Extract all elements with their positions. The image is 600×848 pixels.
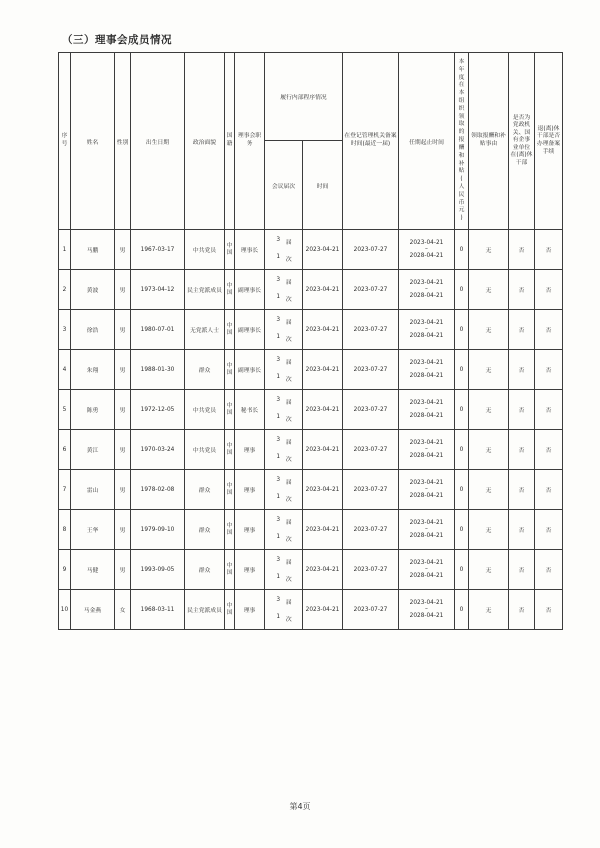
- session-part: 次: [285, 496, 292, 503]
- cell-nationality: [225, 590, 235, 630]
- cell-seq: 3: [59, 310, 71, 350]
- nationality-text: 中 国: [226, 522, 233, 536]
- cell-political-status: 中共党员: [185, 230, 225, 270]
- cell-term: [399, 310, 455, 350]
- cell-birth-date: 1993-09-05: [131, 550, 185, 590]
- term-end: 2028-04-21: [409, 572, 444, 579]
- cell-position: 秘书长: [235, 390, 265, 430]
- term-sep: –: [425, 566, 428, 573]
- cell-cadre: 否: [509, 390, 535, 430]
- cell-seq: 6: [59, 430, 71, 470]
- cell-gender: 男: [115, 270, 131, 310]
- cell-term: [399, 470, 455, 510]
- header-subsidy-reason: 领取报酬和补贴事由: [469, 53, 509, 230]
- cell-meeting-session: [265, 430, 303, 470]
- session-part: 届: [285, 279, 292, 286]
- term-sep: –: [425, 446, 428, 453]
- session-part: 届: [285, 519, 292, 526]
- cell-birth-date: 1978-02-08: [131, 470, 185, 510]
- cell-meeting-session: [265, 510, 303, 550]
- session-part: 3: [276, 556, 281, 563]
- table-row: [59, 350, 563, 390]
- cell-nationality: [225, 230, 235, 270]
- term-sep: –: [425, 246, 428, 253]
- cell-approval: 否: [535, 270, 563, 310]
- header-meeting-session: 会议届次: [265, 141, 303, 230]
- nationality-text: 中 国: [226, 322, 233, 336]
- cell-nationality: [225, 310, 235, 350]
- term-end: 2028-04-21: [409, 372, 444, 379]
- table-row: [59, 550, 563, 590]
- table-row: [59, 510, 563, 550]
- table-row: [59, 270, 563, 310]
- cell-filing-time: 2023-07-27: [343, 590, 399, 630]
- cell-political-status: 群众: [185, 510, 225, 550]
- term-sep: –: [425, 486, 428, 493]
- cell-political-status: 中共党员: [185, 390, 225, 430]
- nationality-text: 中 国: [226, 402, 233, 416]
- cell-birth-date: 1980-07-01: [131, 310, 185, 350]
- header-row: [59, 53, 563, 141]
- cell-approval: 否: [535, 310, 563, 350]
- cell-gender: 男: [115, 550, 131, 590]
- session-part: 次: [285, 336, 292, 343]
- term-sep: –: [425, 366, 428, 373]
- cell-subsidy-reason: 无: [469, 590, 509, 630]
- cell-subsidy-reason: 无: [469, 230, 509, 270]
- cell-approval: 否: [535, 510, 563, 550]
- cell-gender: 男: [115, 430, 131, 470]
- session-part: 3: [276, 436, 281, 443]
- header-gender: 性别: [115, 53, 131, 230]
- cell-seq: 2: [59, 270, 71, 310]
- cell-term: [399, 510, 455, 550]
- cell-position: 理事: [235, 550, 265, 590]
- session-part: 届: [285, 359, 292, 366]
- cell-position: 理事长: [235, 230, 265, 270]
- cell-approval: 否: [535, 590, 563, 630]
- cell-nationality: [225, 430, 235, 470]
- session-part: 3: [276, 476, 281, 483]
- cell-subsidy-reason: 无: [469, 510, 509, 550]
- cell-position: 副理事长: [235, 270, 265, 310]
- cell-name: 马健: [71, 550, 115, 590]
- session-part: 3: [276, 276, 281, 283]
- cell-birth-date: 1970-03-24: [131, 430, 185, 470]
- cell-subsidy-reason: 无: [469, 390, 509, 430]
- session-grid: [265, 277, 302, 303]
- cell-nationality: [225, 270, 235, 310]
- header-filing-time: 在登记管理机关备案时间(最近一届): [343, 53, 399, 230]
- cell-meeting-session: [265, 550, 303, 590]
- cell-subsidy-reason: 无: [469, 350, 509, 390]
- cell-name: 黄江: [71, 430, 115, 470]
- cell-meeting-time: 2023-04-21: [303, 350, 343, 390]
- session-part: 次: [285, 576, 292, 583]
- session-part: 1: [276, 613, 281, 620]
- cell-filing-time: 2023-07-27: [343, 310, 399, 350]
- page-number: 第4页: [289, 802, 311, 811]
- header-meeting-time: 时间: [303, 141, 343, 230]
- session-part: 届: [285, 439, 292, 446]
- cell-approval: 否: [535, 230, 563, 270]
- cell-cadre: 否: [509, 310, 535, 350]
- cell-seq: 5: [59, 390, 71, 430]
- cell-name: 马鹏: [71, 230, 115, 270]
- nationality-text: 中 国: [226, 482, 233, 496]
- term-sep: –: [425, 406, 428, 413]
- header-cadre: 是否为党政机关、国有企事业单位在(离)休干部: [509, 53, 535, 230]
- session-part: 1: [276, 373, 281, 380]
- cell-cadre: 否: [509, 510, 535, 550]
- cell-gender: 男: [115, 310, 131, 350]
- term-start: 2023-04-21: [409, 519, 444, 526]
- cell-birth-date: 1973-04-12: [131, 270, 185, 310]
- cell-position: 理事: [235, 430, 265, 470]
- cell-political-status: 群众: [185, 350, 225, 390]
- cell-filing-time: 2023-07-27: [343, 510, 399, 550]
- cell-filing-time: 2023-07-27: [343, 270, 399, 310]
- cell-cadre: 否: [509, 350, 535, 390]
- session-part: 次: [285, 376, 292, 383]
- session-part: 1: [276, 533, 281, 540]
- session-part: 次: [285, 536, 292, 543]
- cell-name: 马金燕: [71, 590, 115, 630]
- council-members-table: [58, 52, 563, 630]
- cell-position: 理事: [235, 590, 265, 630]
- cell-seq: 1: [59, 230, 71, 270]
- session-part: 次: [285, 416, 292, 423]
- table-row: [59, 230, 563, 270]
- nationality-text: 中 国: [226, 242, 233, 256]
- cell-meeting-time: 2023-04-21: [303, 310, 343, 350]
- term-sep: –: [425, 606, 428, 613]
- cell-approval: 否: [535, 470, 563, 510]
- term-end: 2028-04-21: [409, 332, 444, 339]
- cell-gender: 男: [115, 510, 131, 550]
- cell-meeting-session: [265, 270, 303, 310]
- cell-filing-time: 2023-07-27: [343, 230, 399, 270]
- cell-seq: 7: [59, 470, 71, 510]
- cell-birth-date: 1988-01-30: [131, 350, 185, 390]
- session-part: 1: [276, 293, 281, 300]
- cell-term: [399, 550, 455, 590]
- session-grid: [265, 517, 302, 543]
- header-internal-procedure: 履行内部程序情况: [265, 53, 343, 141]
- cell-nationality: [225, 510, 235, 550]
- session-part: 届: [285, 599, 292, 606]
- cell-filing-time: 2023-07-27: [343, 390, 399, 430]
- cell-cadre: 否: [509, 430, 535, 470]
- cell-nationality: [225, 390, 235, 430]
- header-seq: 序 号: [59, 53, 71, 230]
- session-part: 届: [285, 399, 292, 406]
- cell-political-status: 群众: [185, 470, 225, 510]
- session-part: 次: [285, 456, 292, 463]
- cell-approval: 否: [535, 430, 563, 470]
- cell-name: 陈勇: [71, 390, 115, 430]
- cell-meeting-time: 2023-04-21: [303, 270, 343, 310]
- cell-position: 副理事长: [235, 350, 265, 390]
- cell-subsidy: 0: [455, 270, 469, 310]
- cell-gender: 男: [115, 390, 131, 430]
- cell-meeting-session: [265, 310, 303, 350]
- header-term: 任期起止时间: [399, 53, 455, 230]
- cell-meeting-time: 2023-04-21: [303, 470, 343, 510]
- cell-position: 理事: [235, 510, 265, 550]
- cell-meeting-time: 2023-04-21: [303, 430, 343, 470]
- term-end: 2028-04-21: [409, 532, 444, 539]
- cell-meeting-session: [265, 350, 303, 390]
- term-end: 2028-04-21: [409, 492, 444, 499]
- cell-meeting-session: [265, 470, 303, 510]
- cell-filing-time: 2023-07-27: [343, 430, 399, 470]
- header-political-status: 政治面貌: [185, 53, 225, 230]
- term-sep: –: [425, 286, 428, 293]
- session-part: 3: [276, 396, 281, 403]
- table-row: [59, 430, 563, 470]
- session-part: 1: [276, 493, 281, 500]
- cell-seq: 4: [59, 350, 71, 390]
- cell-meeting-time: 2023-04-21: [303, 590, 343, 630]
- cell-gender: 女: [115, 590, 131, 630]
- term-end: 2028-04-21: [409, 612, 444, 619]
- table-row: [59, 390, 563, 430]
- cell-filing-time: 2023-07-27: [343, 550, 399, 590]
- term-sep: –: [425, 526, 428, 533]
- cell-subsidy: 0: [455, 510, 469, 550]
- header-subsidy: 本 年 度 在 本 组 织 领 取 的 报 酬 和 补 贴 ( 人 民 币 元 ): [455, 53, 469, 230]
- term-start: 2023-04-21: [409, 399, 444, 406]
- cell-birth-date: 1968-03-11: [131, 590, 185, 630]
- cell-subsidy: 0: [455, 390, 469, 430]
- cell-gender: 男: [115, 230, 131, 270]
- cell-name: 朱翔: [71, 350, 115, 390]
- session-part: 次: [285, 256, 292, 263]
- cell-subsidy: 0: [455, 430, 469, 470]
- session-grid: [265, 237, 302, 263]
- cell-nationality: [225, 470, 235, 510]
- cell-cadre: 否: [509, 550, 535, 590]
- session-part: 届: [285, 239, 292, 246]
- term-start: 2023-04-21: [409, 599, 444, 606]
- session-grid: [265, 477, 302, 503]
- session-grid: [265, 357, 302, 383]
- cell-subsidy-reason: 无: [469, 430, 509, 470]
- term-start: 2023-04-21: [409, 359, 444, 366]
- cell-meeting-time: 2023-04-21: [303, 510, 343, 550]
- session-part: 3: [276, 596, 281, 603]
- term-start: 2023-04-21: [409, 319, 444, 326]
- session-grid: [265, 557, 302, 583]
- cell-filing-time: 2023-07-27: [343, 350, 399, 390]
- cell-name: 王华: [71, 510, 115, 550]
- cell-nationality: [225, 550, 235, 590]
- cell-approval: 否: [535, 350, 563, 390]
- cell-political-status: 民主党派成员: [185, 590, 225, 630]
- cell-meeting-session: [265, 230, 303, 270]
- nationality-text: 中 国: [226, 282, 233, 296]
- cell-term: [399, 350, 455, 390]
- cell-approval: 否: [535, 550, 563, 590]
- cell-filing-time: 2023-07-27: [343, 470, 399, 510]
- cell-subsidy-reason: 无: [469, 550, 509, 590]
- term-end: 2028-04-21: [409, 292, 444, 299]
- session-grid: [265, 397, 302, 423]
- cell-meeting-time: 2023-04-21: [303, 230, 343, 270]
- session-part: 届: [285, 479, 292, 486]
- cell-term: [399, 430, 455, 470]
- cell-meeting-session: [265, 390, 303, 430]
- page-title: （三）理事会成员情况: [62, 34, 172, 46]
- nationality-text: 中 国: [226, 442, 233, 456]
- cell-name: 徐浩: [71, 310, 115, 350]
- session-part: 1: [276, 253, 281, 260]
- cell-term: [399, 390, 455, 430]
- header-position: 理事会职务: [235, 53, 265, 230]
- term-start: 2023-04-21: [409, 479, 444, 486]
- cell-term: [399, 590, 455, 630]
- cell-subsidy: 0: [455, 590, 469, 630]
- cell-meeting-session: [265, 590, 303, 630]
- nationality-text: 中 国: [226, 562, 233, 576]
- header-approval: 退(离)休干部是否办理备案手续: [535, 53, 563, 230]
- cell-cadre: 否: [509, 470, 535, 510]
- term-end: 2028-04-21: [409, 452, 444, 459]
- cell-political-status: 无党派人士: [185, 310, 225, 350]
- session-grid: [265, 437, 302, 463]
- cell-subsidy: 0: [455, 470, 469, 510]
- cell-cadre: 否: [509, 230, 535, 270]
- session-part: 1: [276, 453, 281, 460]
- session-part: 次: [285, 296, 292, 303]
- term-start: 2023-04-21: [409, 279, 444, 286]
- session-part: 届: [285, 559, 292, 566]
- term-end: 2028-04-21: [409, 252, 444, 259]
- cell-seq: 8: [59, 510, 71, 550]
- cell-political-status: 民主党派成员: [185, 270, 225, 310]
- cell-cadre: 否: [509, 590, 535, 630]
- session-part: 3: [276, 236, 281, 243]
- cell-gender: 男: [115, 350, 131, 390]
- session-part: 3: [276, 356, 281, 363]
- cell-nationality: [225, 350, 235, 390]
- term-end: 2028-04-21: [409, 412, 444, 419]
- cell-birth-date: 1979-09-10: [131, 510, 185, 550]
- cell-approval: 否: [535, 390, 563, 430]
- nationality-text: 中 国: [226, 362, 233, 376]
- cell-political-status: 中共党员: [185, 430, 225, 470]
- cell-seq: 10: [59, 590, 71, 630]
- session-grid: [265, 597, 302, 623]
- table-row: [59, 470, 563, 510]
- table-row: [59, 590, 563, 630]
- term-start: 2023-04-21: [409, 559, 444, 566]
- cell-birth-date: 1972-12-05: [131, 390, 185, 430]
- cell-subsidy: 0: [455, 230, 469, 270]
- session-grid: [265, 317, 302, 343]
- nationality-text: 中 国: [226, 602, 233, 616]
- cell-name: 黄波: [71, 270, 115, 310]
- session-part: 3: [276, 316, 281, 323]
- header-nationality: 国 籍: [225, 53, 235, 230]
- session-part: 届: [285, 319, 292, 326]
- session-part: 1: [276, 333, 281, 340]
- cell-gender: 男: [115, 470, 131, 510]
- cell-seq: 9: [59, 550, 71, 590]
- term-sep: –: [425, 326, 428, 333]
- session-part: 1: [276, 413, 281, 420]
- cell-birth-date: 1967-03-17: [131, 230, 185, 270]
- cell-subsidy: 0: [455, 550, 469, 590]
- session-part: 3: [276, 516, 281, 523]
- table-body: [59, 230, 563, 630]
- table-row: [59, 310, 563, 350]
- cell-position: 副理事长: [235, 310, 265, 350]
- cell-term: [399, 270, 455, 310]
- cell-position: 理事: [235, 470, 265, 510]
- cell-cadre: 否: [509, 270, 535, 310]
- cell-subsidy-reason: 无: [469, 470, 509, 510]
- cell-subsidy-reason: 无: [469, 310, 509, 350]
- cell-subsidy-reason: 无: [469, 270, 509, 310]
- cell-subsidy: 0: [455, 310, 469, 350]
- session-part: 次: [285, 616, 292, 623]
- cell-name: 雷山: [71, 470, 115, 510]
- cell-meeting-time: 2023-04-21: [303, 550, 343, 590]
- header-name: 姓名: [71, 53, 115, 230]
- cell-subsidy: 0: [455, 350, 469, 390]
- cell-term: [399, 230, 455, 270]
- cell-meeting-time: 2023-04-21: [303, 390, 343, 430]
- header-birth-date: 出生日期: [131, 53, 185, 230]
- term-start: 2023-04-21: [409, 239, 444, 246]
- session-part: 1: [276, 573, 281, 580]
- term-start: 2023-04-21: [409, 439, 444, 446]
- cell-political-status: 群众: [185, 550, 225, 590]
